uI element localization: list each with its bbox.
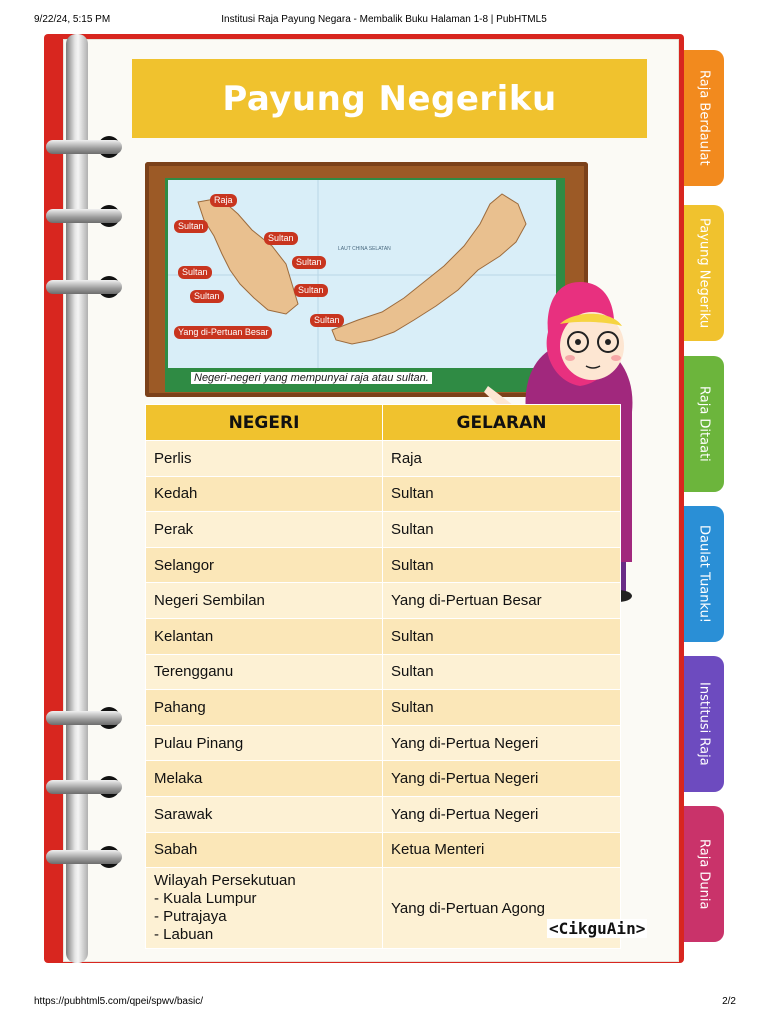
- table-row: [146, 476, 621, 512]
- table-header-row: [146, 405, 621, 441]
- sea-label: LAUT CHINA SELATAN: [338, 246, 391, 252]
- cell-negeri: Kelantan: [146, 618, 383, 654]
- cell-gelaran: Sultan: [383, 512, 621, 548]
- map-label: Sultan: [264, 232, 298, 245]
- tab-label: Payung Negeriku: [696, 217, 712, 329]
- table-row: [146, 618, 621, 654]
- cell-negeri: Pulau Pinang: [146, 725, 383, 761]
- negeri-line: Wilayah Persekutuan: [154, 872, 296, 890]
- tab-raja-dunia[interactable]: [684, 806, 724, 942]
- tab-label: Raja Ditaati: [696, 386, 712, 462]
- tab-institusi-raja[interactable]: [684, 656, 724, 792]
- cell-negeri: Kedah: [146, 476, 383, 512]
- map-label: Sultan: [310, 314, 344, 327]
- cell-gelaran: Sultan: [383, 618, 621, 654]
- tab-raja-berdaulat[interactable]: [684, 50, 724, 186]
- table-row: [146, 690, 621, 726]
- map-label: Sultan: [190, 290, 224, 303]
- cell-negeri: Perlis: [146, 441, 383, 477]
- cell-negeri: [146, 868, 383, 949]
- negeri-line: - Kuala Lumpur: [154, 890, 257, 908]
- cell-gelaran: Sultan: [383, 476, 621, 512]
- binder-ring: [46, 140, 122, 154]
- table-row: [146, 796, 621, 832]
- table-row: [146, 654, 621, 690]
- print-page-number: 2/2: [722, 996, 736, 1007]
- tab-label: Daulat Tuanku!: [696, 524, 712, 623]
- cell-gelaran: Sultan: [383, 654, 621, 690]
- cell-gelaran: Sultan: [383, 547, 621, 583]
- map-label: Raja: [210, 194, 237, 207]
- cell-negeri: Pahang: [146, 690, 383, 726]
- tab-label: Institusi Raja: [696, 682, 712, 766]
- binder-ring: [46, 209, 122, 223]
- cell-negeri: Melaka: [146, 761, 383, 797]
- author-signature: <CikguAin>: [549, 919, 646, 938]
- tab-daulat-tuanku[interactable]: [684, 506, 724, 642]
- map-label: Sultan: [294, 284, 328, 297]
- binder-ring: [46, 280, 122, 294]
- page-title: Payung Negeriku: [222, 78, 557, 119]
- title-banner: [132, 59, 647, 138]
- cell-negeri: Sabah: [146, 832, 383, 868]
- map-label: Yang di-Pertuan Besar: [174, 326, 272, 339]
- binder-ring: [46, 850, 122, 864]
- print-datetime: 9/22/24, 5:15 PM: [34, 14, 111, 25]
- table-row: [146, 441, 621, 477]
- binder-ring: [46, 711, 122, 725]
- titles-table: [145, 404, 621, 949]
- tab-raja-ditaati[interactable]: [684, 356, 724, 492]
- cell-gelaran: Yang di-Pertua Negeri: [383, 761, 621, 797]
- cell-gelaran: Sultan: [383, 690, 621, 726]
- map-label: Sultan: [292, 256, 326, 269]
- column-header-negeri: NEGERI: [146, 405, 383, 441]
- table-row: [146, 725, 621, 761]
- table-row: [146, 761, 621, 797]
- cell-negeri: Sarawak: [146, 796, 383, 832]
- map-caption: Negeri-negeri yang mempunyai raja atau sultan.: [191, 372, 432, 384]
- cell-gelaran: Yang di-Pertua Negeri: [383, 725, 621, 761]
- cell-gelaran: Raja: [383, 441, 621, 477]
- cell-gelaran: Yang di-Pertuan Agong: [383, 868, 621, 949]
- table-row: [146, 547, 621, 583]
- map-label: Sultan: [178, 266, 212, 279]
- cell-negeri: Terengganu: [146, 654, 383, 690]
- column-header-gelaran: GELARAN: [383, 405, 621, 441]
- tab-payung-negeriku[interactable]: [684, 205, 724, 341]
- print-url: https://pubhtml5.com/qpei/spwv/basic/: [34, 996, 203, 1007]
- table-row: [146, 583, 621, 619]
- cell-gelaran: Yang di-Pertua Negeri: [383, 796, 621, 832]
- cell-gelaran: Yang di-Pertuan Besar: [383, 583, 621, 619]
- table-row: [146, 512, 621, 548]
- binder-ring: [46, 780, 122, 794]
- negeri-line: - Putrajaya: [154, 908, 227, 926]
- tab-label: Raja Dunia: [696, 838, 712, 910]
- cell-negeri: Selangor: [146, 547, 383, 583]
- tab-label: Raja Berdaulat: [696, 70, 712, 166]
- cell-negeri: Negeri Sembilan: [146, 583, 383, 619]
- cell-gelaran: Ketua Menteri: [383, 832, 621, 868]
- binder-spine: [66, 34, 88, 963]
- map-label: Sultan: [174, 220, 208, 233]
- table-row: [146, 832, 621, 868]
- print-document-title: Institusi Raja Payung Negara - Membalik Buku Halaman 1-8 | PubHTML5: [221, 14, 547, 25]
- negeri-line: - Labuan: [154, 926, 214, 944]
- cell-negeri: Perak: [146, 512, 383, 548]
